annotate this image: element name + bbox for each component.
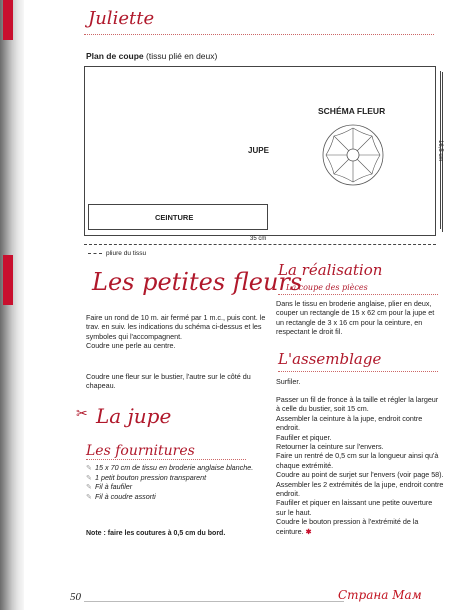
list-item: [86, 473, 266, 483]
title-divider: [84, 34, 434, 35]
list-item-text: 15 x 70 cm de tissu en broderie anglaise blanche.: [95, 463, 254, 472]
fournitures-title: Les fournitures: [86, 443, 195, 459]
list-item-text: Fil à faufiler: [95, 482, 133, 492]
list-item: [86, 463, 266, 473]
section-title-petites-fleurs: Les petites fleurs: [92, 268, 303, 296]
pattern-width-line: [84, 244, 436, 245]
pattern-ceinture-piece: [88, 204, 268, 230]
list-item-text: Fil à coudre assorti: [95, 491, 156, 501]
fleurs-instructions: Faire un rond de 10 m. air fermé par 1 m.c., puis cont. le trav. en suiv. les indications du schéma ci-dessus et les symboles qui l'accompagnent. Coudre une perle au centre.: [86, 313, 266, 351]
fold-legend-label: pliure du tissu: [106, 250, 147, 257]
watermark-logo: Страна Мам: [338, 588, 422, 602]
assemblage-divider: [278, 371, 438, 372]
binding-red-bar: [3, 255, 13, 305]
flower-schema-icon: [318, 120, 388, 190]
pattern-heading: [86, 51, 217, 61]
binding-gutter: [0, 0, 24, 610]
pencil-bullet-icon: ✎: [86, 463, 93, 472]
pattern-jupe-label: JUPE: [248, 146, 269, 155]
fold-legend-dash: [88, 253, 102, 254]
section-title-assemblage: L'assemblage: [278, 350, 382, 368]
end-star-icon: ✱: [305, 526, 312, 536]
realisation-divider: [278, 294, 438, 295]
realisation-text: Dans le tissu en broderie anglaise, plier en deux, couper un rectangle de 15 x 62 cm pour la jupe et un rectangle de 3 x 16 cm pour la ceinture, en respectant le droit fil.: [276, 299, 435, 337]
page-number: 50: [70, 591, 81, 603]
pencil-bullet-icon: ✎: [86, 491, 93, 501]
pattern-heading-label: Plan de coupe: [86, 51, 144, 61]
footer-divider: [84, 601, 344, 602]
binding-red-bar: [3, 0, 13, 40]
pencil-bullet-icon: ✎: [86, 472, 93, 482]
pattern-height-dimension: 16,5 cm: [437, 140, 443, 162]
seam-note: Note : faire les coutures à 0,5 cm du bord.: [86, 530, 226, 537]
pencil-bullet-icon: ✎: [86, 482, 93, 492]
assemblage-steps: Passer un fil de fronce à la taille et régler la largeur à celle du bustier, soit 15 cm. Assembler la ceinture à la jupe, endroit contre endroit. Faufiler et piquer. Retourner la ceinture sur l'envers. Faire un rentré de 0,5 cm sur la longueur ainsi qu'à chaque extrémité. Coudre au point de surjet sur l'envers (voir page 58). Assembler les 2 extrémités de la jupe, endroit contre endroit. Faufiler et piquer en laissant une petite ouverture sur le haut. Coudre le bouton pression à l'extrémité de la ceinture.: [276, 395, 444, 536]
section-title-la-jupe: La jupe: [96, 404, 172, 428]
list-item: [86, 482, 266, 492]
page-title: Juliette: [88, 8, 155, 29]
realisation-subtitle: La coupe des pièces: [286, 283, 368, 292]
list-item: [86, 492, 266, 502]
section-title-realisation: La réalisation: [278, 261, 383, 279]
scissors-icon: ✂: [76, 406, 88, 422]
flower-schema-title: SCHÉMA FLEUR: [318, 106, 386, 116]
fold-legend: [88, 250, 146, 257]
fournitures-list: [86, 463, 266, 501]
assemblage-text: [276, 395, 444, 536]
pattern-ceinture-label: CEINTURE: [155, 213, 194, 222]
pattern-width-dimension: 35 cm: [250, 236, 267, 242]
fournitures-divider: [86, 459, 246, 460]
fleurs-finishing: Coudre une fleur sur le bustier, l'autre sur le côté du chapeau.: [86, 372, 251, 391]
pattern-heading-sub: (tissu plié en deux): [146, 51, 218, 61]
assemblage-surfiler: Surfiler.: [276, 377, 301, 386]
list-item-text: 1 petit bouton pression transparent: [95, 472, 207, 482]
